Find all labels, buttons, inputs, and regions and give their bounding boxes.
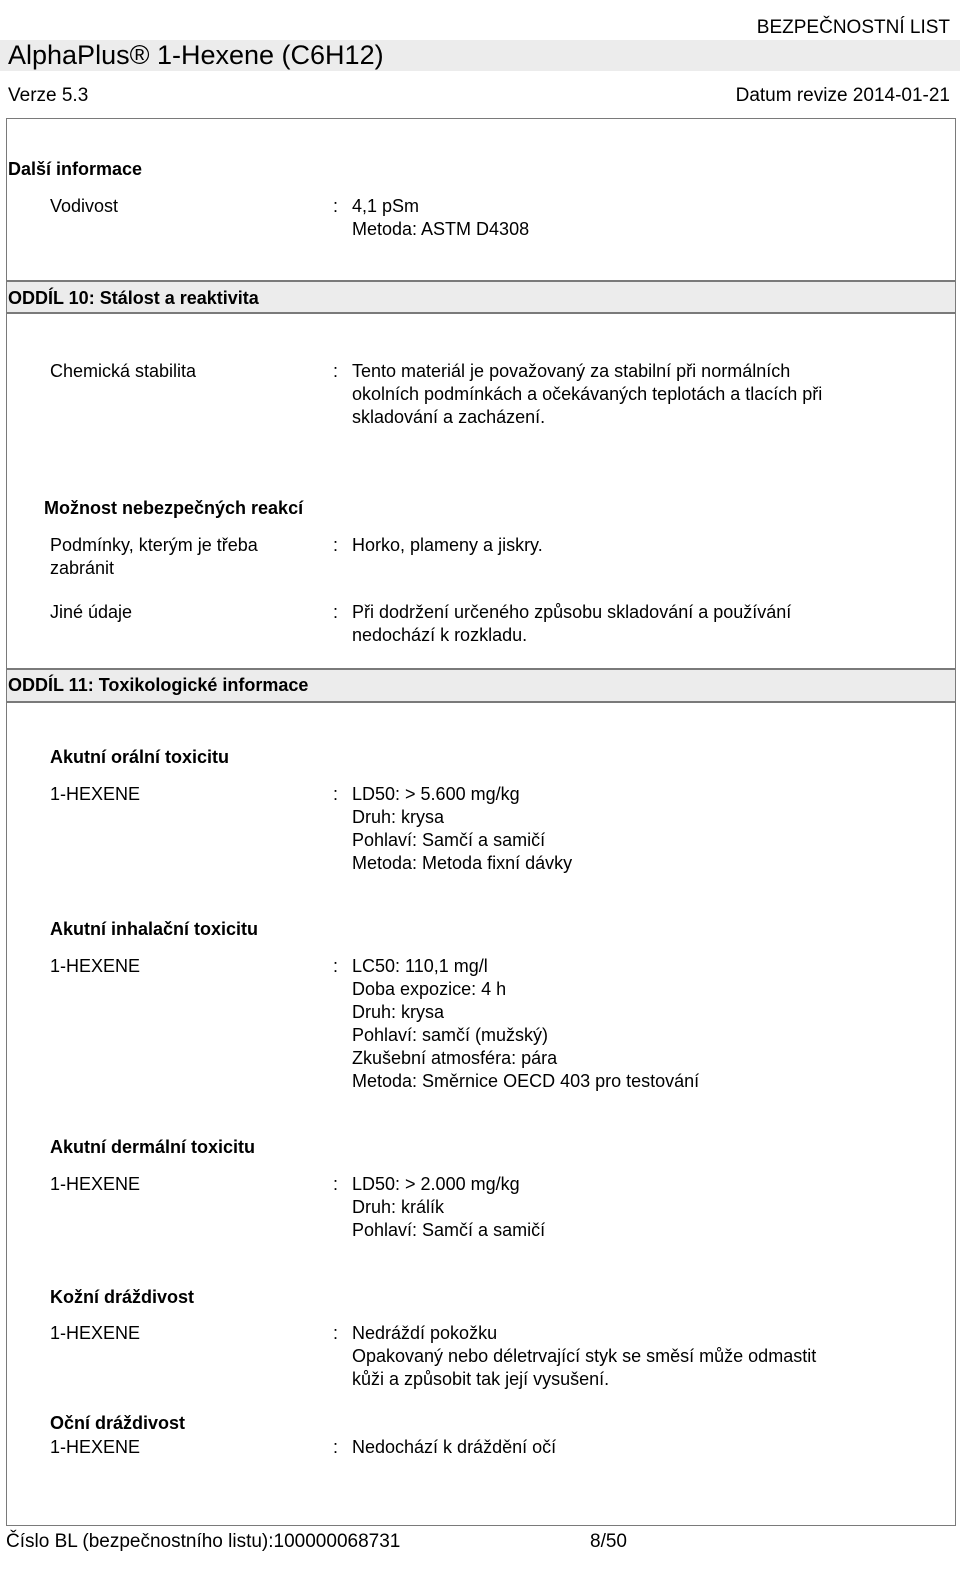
- avoid-label: Podmínky, kterým je třeba zabránit: [50, 535, 258, 578]
- colon: :: [333, 1174, 339, 1194]
- stability-label: Chemická stabilita: [50, 361, 197, 381]
- section11-title: ODDÍL 11: Toxikologické informace: [8, 675, 309, 695]
- section10-title: ODDÍL 10: Stálost a reaktivita: [8, 288, 259, 308]
- colon: :: [333, 602, 339, 622]
- inhalation-toxicity-title: Akutní inhalační toxicitu: [50, 919, 259, 939]
- document-number: Číslo BL (bezpečnostního listu):100000068731: [6, 1531, 401, 1552]
- inhalation-substance: 1-HEXENE: [50, 956, 141, 976]
- conductivity-value: 4,1 pSm Metoda: ASTM D4308: [352, 196, 530, 239]
- oral-toxicity-title: Akutní orální toxicitu: [50, 747, 230, 767]
- colon: :: [333, 196, 339, 216]
- version: Verze 5.3: [8, 85, 89, 106]
- inhalation-value: LC50: 110,1 mg/l Doba expozice: 4 h Druh: krysa Pohlaví: samčí (mužský) Zkušební atmosféra: pára Metoda: Směrnice OECD 403 pro testování: [352, 956, 700, 1091]
- dermal-substance: 1-HEXENE: [50, 1174, 141, 1194]
- dermal-value: LD50: > 2.000 mg/kg Druh: králík Pohlaví: Samčí a samičí: [352, 1174, 546, 1240]
- other-label: Jiné údaje: [50, 602, 133, 622]
- skin-substance: 1-HEXENE: [50, 1323, 141, 1343]
- stability-value: Tento materiál je považovaný za stabilní při normálních okolních podmínkách a očekávaných teplotách a tlacích při skladování a zacházení.: [352, 361, 823, 427]
- skin-irritation-title: Kožní dráždivost: [50, 1287, 195, 1307]
- avoid-value: Horko, plameny a jiskry.: [352, 535, 543, 555]
- dermal-toxicity-title: Akutní dermální toxicitu: [50, 1137, 256, 1157]
- document-type: BEZPEČNOSTNÍ LIST: [756, 17, 950, 38]
- hazardous-reactions-title: Možnost nebezpečných reakcí: [44, 498, 304, 518]
- conductivity-label: Vodivost: [50, 196, 119, 216]
- eye-substance: 1-HEXENE: [50, 1437, 141, 1457]
- colon: :: [333, 956, 339, 976]
- eye-irritation-title: Oční dráždivost: [50, 1413, 186, 1433]
- other-value: Při dodržení určeného způsobu skladování a používání nedochází k rozkladu.: [352, 602, 792, 645]
- page-number: 8/50: [590, 1531, 627, 1552]
- eye-value: Nedochází k dráždění očí: [352, 1437, 557, 1457]
- oral-substance: 1-HEXENE: [50, 784, 141, 804]
- product-title: AlphaPlus® 1-Hexene (C6H12): [8, 40, 384, 70]
- colon: :: [333, 535, 339, 555]
- colon: :: [333, 1323, 339, 1343]
- revision-date: Datum revize 2014-01-21: [735, 85, 950, 106]
- colon: :: [333, 361, 339, 381]
- colon: :: [333, 1437, 339, 1457]
- oral-value: LD50: > 5.600 mg/kg Druh: krysa Pohlaví: Samčí a samičí Metoda: Metoda fixní dávky: [352, 784, 573, 873]
- colon: :: [333, 784, 339, 804]
- further-info-title: Další informace: [8, 159, 143, 179]
- skin-value: Nedráždí pokožku Opakovaný nebo déletrvající styk se směsí může odmastit kůži a způsobit tak její vysušení.: [352, 1323, 817, 1389]
